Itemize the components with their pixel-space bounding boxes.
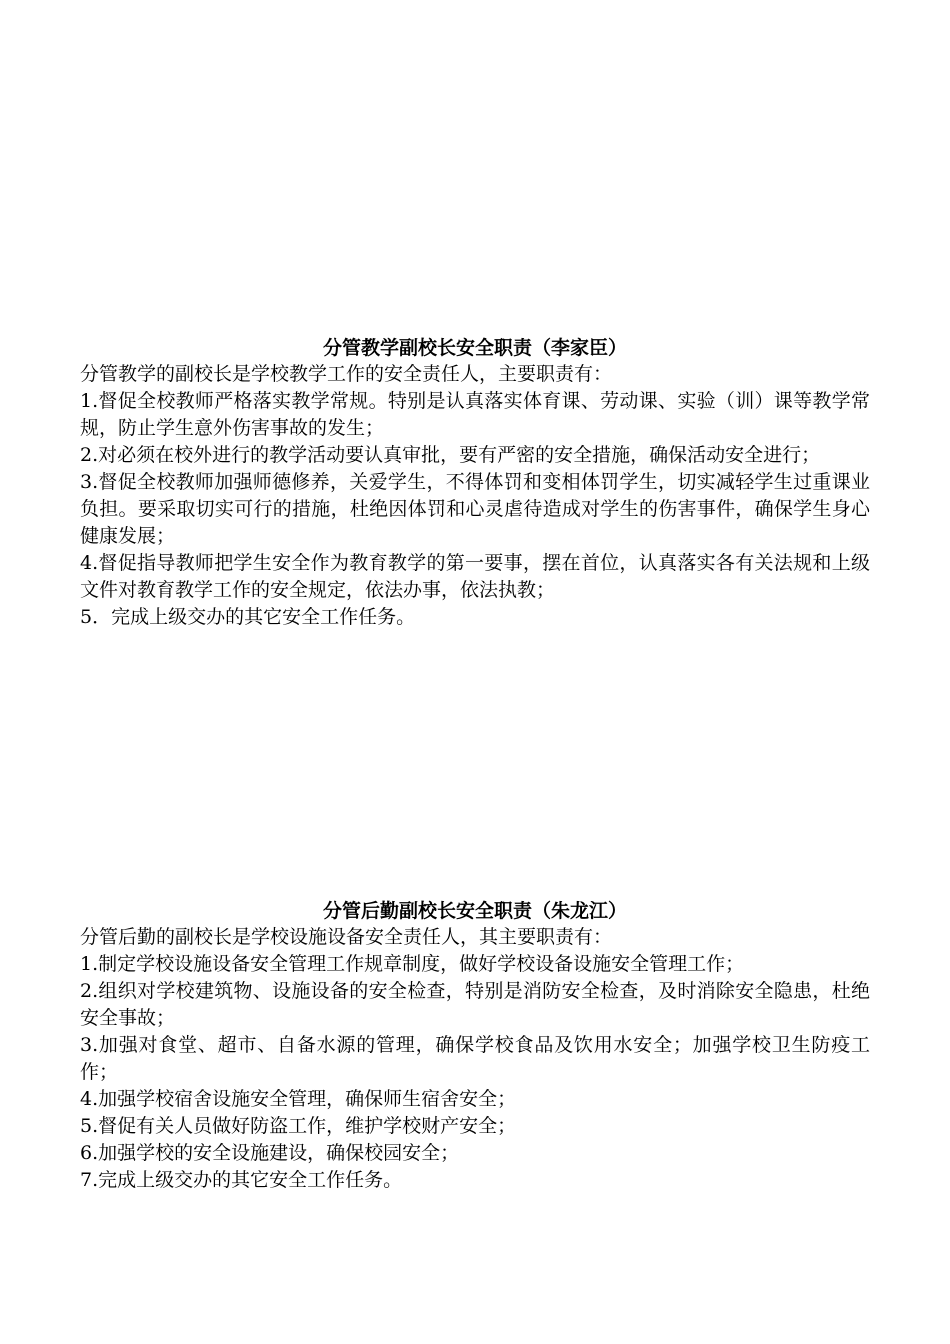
duty-item: 3.加强对食堂、超市、自备水源的管理，确保学校食品及饮用水安全；加强学校卫生防疫工作； — [80, 1034, 870, 1083]
teaching-vp-section — [80, 335, 870, 631]
duty-item: 1.制定学校设施设备安全管理工作规章制度，做好学校设备设施安全管理工作； — [80, 953, 745, 975]
duty-item: 3.督促全校教师加强师德修养，关爱学生，不得体罚和变相体罚学生，切实减轻学生过重课业负担。要采取切实可行的措施，杜绝因体罚和心灵虐待造成对学生的伤害事件，确保学生身心健康发展； — [80, 471, 870, 547]
duty-item: 4.督促指导教师把学生安全作为教育教学的第一要事，摆在首位，认真落实各有关法规和上级文件对教育教学工作的安全规定，依法办事，依法执教； — [80, 552, 870, 601]
section-intro: 分管教学的副校长是学校教学工作的安全责任人，主要职责有： — [80, 363, 613, 385]
section-title: 分管后勤副校长安全职责（朱龙江） — [322, 900, 627, 922]
duty-item: 2.组织对学校建筑物、设施设备的安全检查，特别是消防安全检查，及时消除安全隐患，杜绝安全事故； — [80, 980, 870, 1029]
logistics-vp-section — [80, 898, 870, 1194]
duty-item: 6.加强学校的安全设施建设，确保校园安全； — [80, 1142, 460, 1164]
duty-item: 2.对必须在校外进行的教学活动要认真审批，要有严密的安全措施，确保活动安全进行； — [80, 444, 821, 466]
duty-item: 7.完成上级交办的其它安全工作任务。 — [80, 1169, 403, 1191]
section-intro: 分管后勤的副校长是学校设施设备安全责任人，其主要职责有： — [80, 926, 613, 948]
duty-item: 4.加强学校宿舍设施安全管理，确保师生宿舍安全； — [80, 1088, 517, 1110]
duty-item: 1.督促全校教师严格落实教学常规。特别是认真落实体育课、劳动课、实验（训）课等教学常规，防止学生意外伤害事故的发生； — [80, 390, 870, 439]
duty-item: 5．完成上级交办的其它安全工作任务。 — [80, 606, 416, 628]
duty-item: 5.督促有关人员做好防盗工作，维护学校财产安全； — [80, 1115, 517, 1137]
section-title: 分管教学副校长安全职责（李家臣） — [322, 337, 627, 359]
